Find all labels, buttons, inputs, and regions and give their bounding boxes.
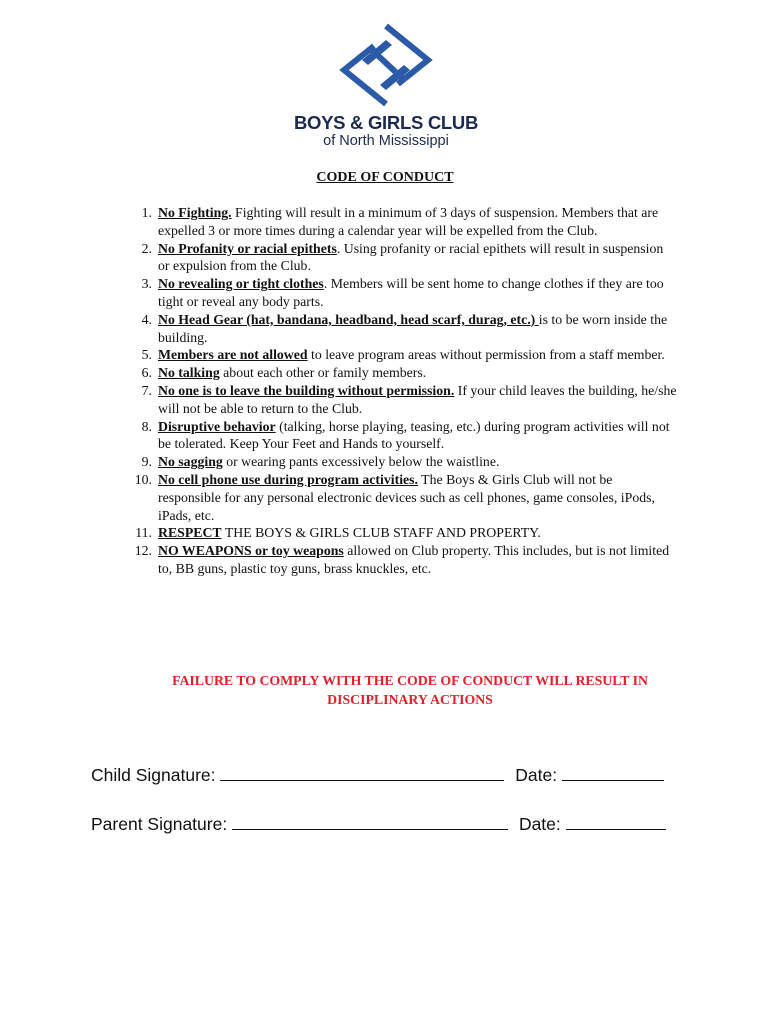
rule-text: is to be worn inside the building. bbox=[158, 311, 668, 345]
parent-signature-row bbox=[91, 813, 751, 835]
list-item bbox=[141, 275, 678, 311]
warning-line-2: DISCIPLINARY ACTIONS bbox=[327, 692, 493, 707]
parent-date-line[interactable] bbox=[566, 813, 666, 830]
rule-number: 12. bbox=[134, 543, 152, 559]
rule-text: . Using profanity or racial epithets will result in suspension or expulsion from the Club. bbox=[158, 240, 664, 274]
list-item bbox=[141, 382, 678, 418]
child-signature-row bbox=[91, 764, 751, 786]
list-item bbox=[141, 364, 678, 382]
rule-key: Members are not allowed bbox=[158, 347, 308, 363]
list-item bbox=[141, 311, 678, 347]
list-item bbox=[141, 453, 678, 471]
rule-text: about each other or family members. bbox=[219, 365, 427, 381]
rule-text: allowed on Club property. This includes, but is not limited to, BB guns, plastic toy guns, brass knuckles, etc. bbox=[158, 543, 670, 576]
rule-number: 9. bbox=[141, 454, 152, 470]
rule-number: 3. bbox=[141, 276, 152, 292]
org-name: BOYS & GIRLS CLUB bbox=[293, 112, 479, 133]
list-item bbox=[134, 542, 678, 578]
warning-notice bbox=[120, 671, 700, 709]
rule-text: or wearing pants excessively below the waistline. bbox=[222, 454, 500, 470]
document-title: CODE OF CONDUCT bbox=[316, 170, 454, 185]
rule-number: 10. bbox=[134, 471, 152, 487]
rule-number: 8. bbox=[141, 418, 152, 434]
parent-signature-label: Parent Signature: bbox=[91, 814, 233, 834]
rule-text: . Members will be sent home to change clothes if they are too tight or reveal any body parts. bbox=[158, 276, 664, 309]
rule-text: Fighting will result in a minimum of 3 days of suspension. Members that are expelled 3 or more times during a calendar year will be expelled from the Club. bbox=[158, 205, 659, 238]
rule-key: No cell phone use during program activities. bbox=[158, 471, 418, 487]
club-emblem-icon bbox=[332, 20, 440, 110]
rule-key: No one is to leave the building without permission. bbox=[158, 382, 455, 398]
parent-signature-line[interactable] bbox=[232, 813, 508, 830]
rule-number: 5. bbox=[141, 347, 152, 363]
rule-number: 11. bbox=[135, 525, 152, 541]
rule-text: If your child leaves the building, he/she will not be able to return to the Club. bbox=[158, 382, 677, 416]
child-signature-label: Child Signature: bbox=[91, 765, 221, 785]
rule-key: No revealing or tight clothes bbox=[158, 276, 324, 292]
child-date-label: Date: bbox=[515, 765, 562, 785]
list-item bbox=[141, 418, 678, 454]
rule-key: RESPECT bbox=[158, 525, 222, 541]
list-item bbox=[141, 346, 678, 364]
warning-line-1: FAILURE TO COMPLY WITH THE CODE OF CONDUCT WILL RESULT IN bbox=[172, 673, 648, 688]
rule-key: NO WEAPONS or toy weapons bbox=[158, 543, 344, 559]
club-logo bbox=[286, 20, 486, 150]
rule-number: 2. bbox=[141, 240, 152, 256]
rule-number: 7. bbox=[141, 382, 152, 398]
rule-number: 1. bbox=[141, 205, 152, 220]
rule-key: Disruptive behavior bbox=[158, 418, 276, 434]
rule-text: to leave program areas without permission from a staff member. bbox=[307, 347, 665, 363]
rule-text: (talking, horse playing, teasing, etc.) during program activities will not be tolerated. Keep Your Feet and Hands to yourself. bbox=[158, 418, 670, 452]
rule-key: No Head Gear (hat, bandana, headband, head scarf, durag, etc.) bbox=[158, 311, 539, 327]
rule-number: 6. bbox=[141, 365, 152, 381]
org-subtitle: of North Mississippi bbox=[323, 133, 449, 149]
rule-key: No Profanity or racial epithets bbox=[158, 240, 337, 256]
parent-date-label: Date: bbox=[518, 814, 566, 834]
list-item bbox=[141, 240, 678, 276]
rule-key: No sagging bbox=[158, 454, 223, 470]
child-date-line[interactable] bbox=[562, 764, 664, 781]
list-item bbox=[141, 204, 678, 240]
child-signature-line[interactable] bbox=[220, 764, 504, 781]
rule-key: No Fighting. bbox=[158, 205, 232, 220]
list-item bbox=[134, 471, 678, 524]
rule-text: The Boys & Girls Club will not be responsible for any personal electronic devices such as cell phones, game consoles, iPods, iPads, etc. bbox=[158, 471, 655, 523]
rule-key: No talking bbox=[158, 365, 220, 381]
rules-list bbox=[134, 204, 678, 578]
rule-number: 4. bbox=[141, 311, 152, 327]
list-item bbox=[135, 524, 678, 542]
rule-text: THE BOYS & GIRLS CLUB STAFF AND PROPERTY. bbox=[221, 525, 541, 541]
